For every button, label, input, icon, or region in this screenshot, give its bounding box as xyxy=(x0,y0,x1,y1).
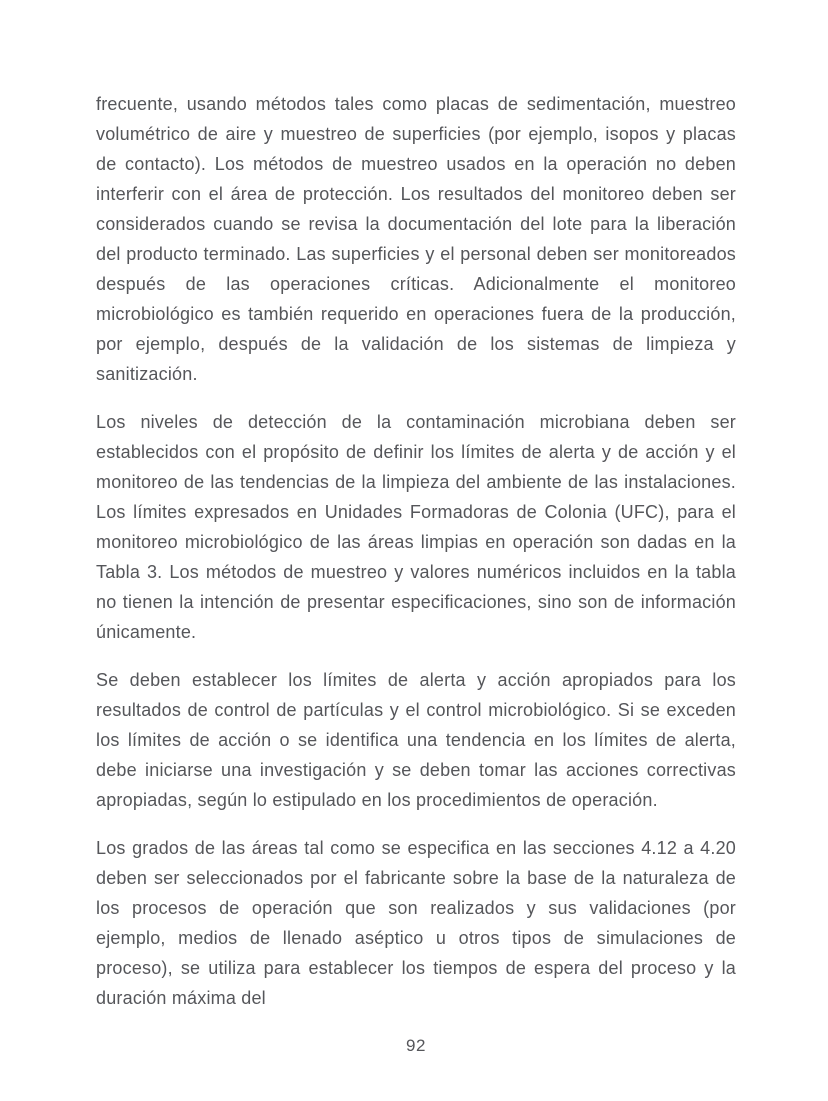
paragraph-monitoring-methods: frecuente, usando métodos tales como placas de sedimentación, muestreo volumétrico de aire y muestreo de superficies (por ejemplo, isopos y placas de contacto). Los métodos de muestreo usados en la operación no deben interferir con el área de protección. Los resultados del monitoreo deben ser considerados cuando se revisa la documentación del lote para la liberación del producto terminado. Las superficies y el personal deben ser monitoreados después de las operaciones críticas. Adicionalmente el monitoreo microbiológico es también requerido en operaciones fuera de la producción, por ejemplo, después de la validación de los sistemas de limpieza y sanitización. xyxy=(96,94,736,384)
paragraph-alert-action-limits: Se deben establecer los límites de alerta y acción apropiados para los resultados de control de partículas y el control microbiológico. Si se exceden los límites de acción o se identifica una tendencia en los límites de alerta, debe iniciarse una investigación y se deben tomar las acciones correctivas apropiadas, según lo estipulado en los procedimientos de operación. xyxy=(96,670,736,810)
page-number: 92 xyxy=(406,1036,426,1055)
page-footer xyxy=(96,1031,736,1061)
paragraph-area-grades: Los grados de las áreas tal como se especifica en las secciones 4.12 a 4.20 deben ser seleccionados por el fabricante sobre la base de la naturaleza de los procesos de operación que son realizados y sus validaciones (por ejemplo, medios de llenado aséptico u otros tipos de simulaciones de proceso), se utiliza para establecer los tiempos de espera del proceso y la duración máxima del xyxy=(96,838,736,1008)
paragraph-detection-levels: Los niveles de detección de la contaminación microbiana deben ser establecidos con el propósito de definir los límites de alerta y de acción y el monitoreo de las tendencias de la limpieza del ambiente de las instalaciones. Los límites expresados en Unidades Formadoras de Colonia (UFC), para el monitoreo microbiológico de las áreas limpias en operación son dadas en la Tabla 3. Los métodos de muestreo y valores numéricos incluidos en la tabla no tienen la intención de presentar especificaciones, sino son de información únicamente. xyxy=(96,412,736,642)
document-body xyxy=(96,89,736,1013)
